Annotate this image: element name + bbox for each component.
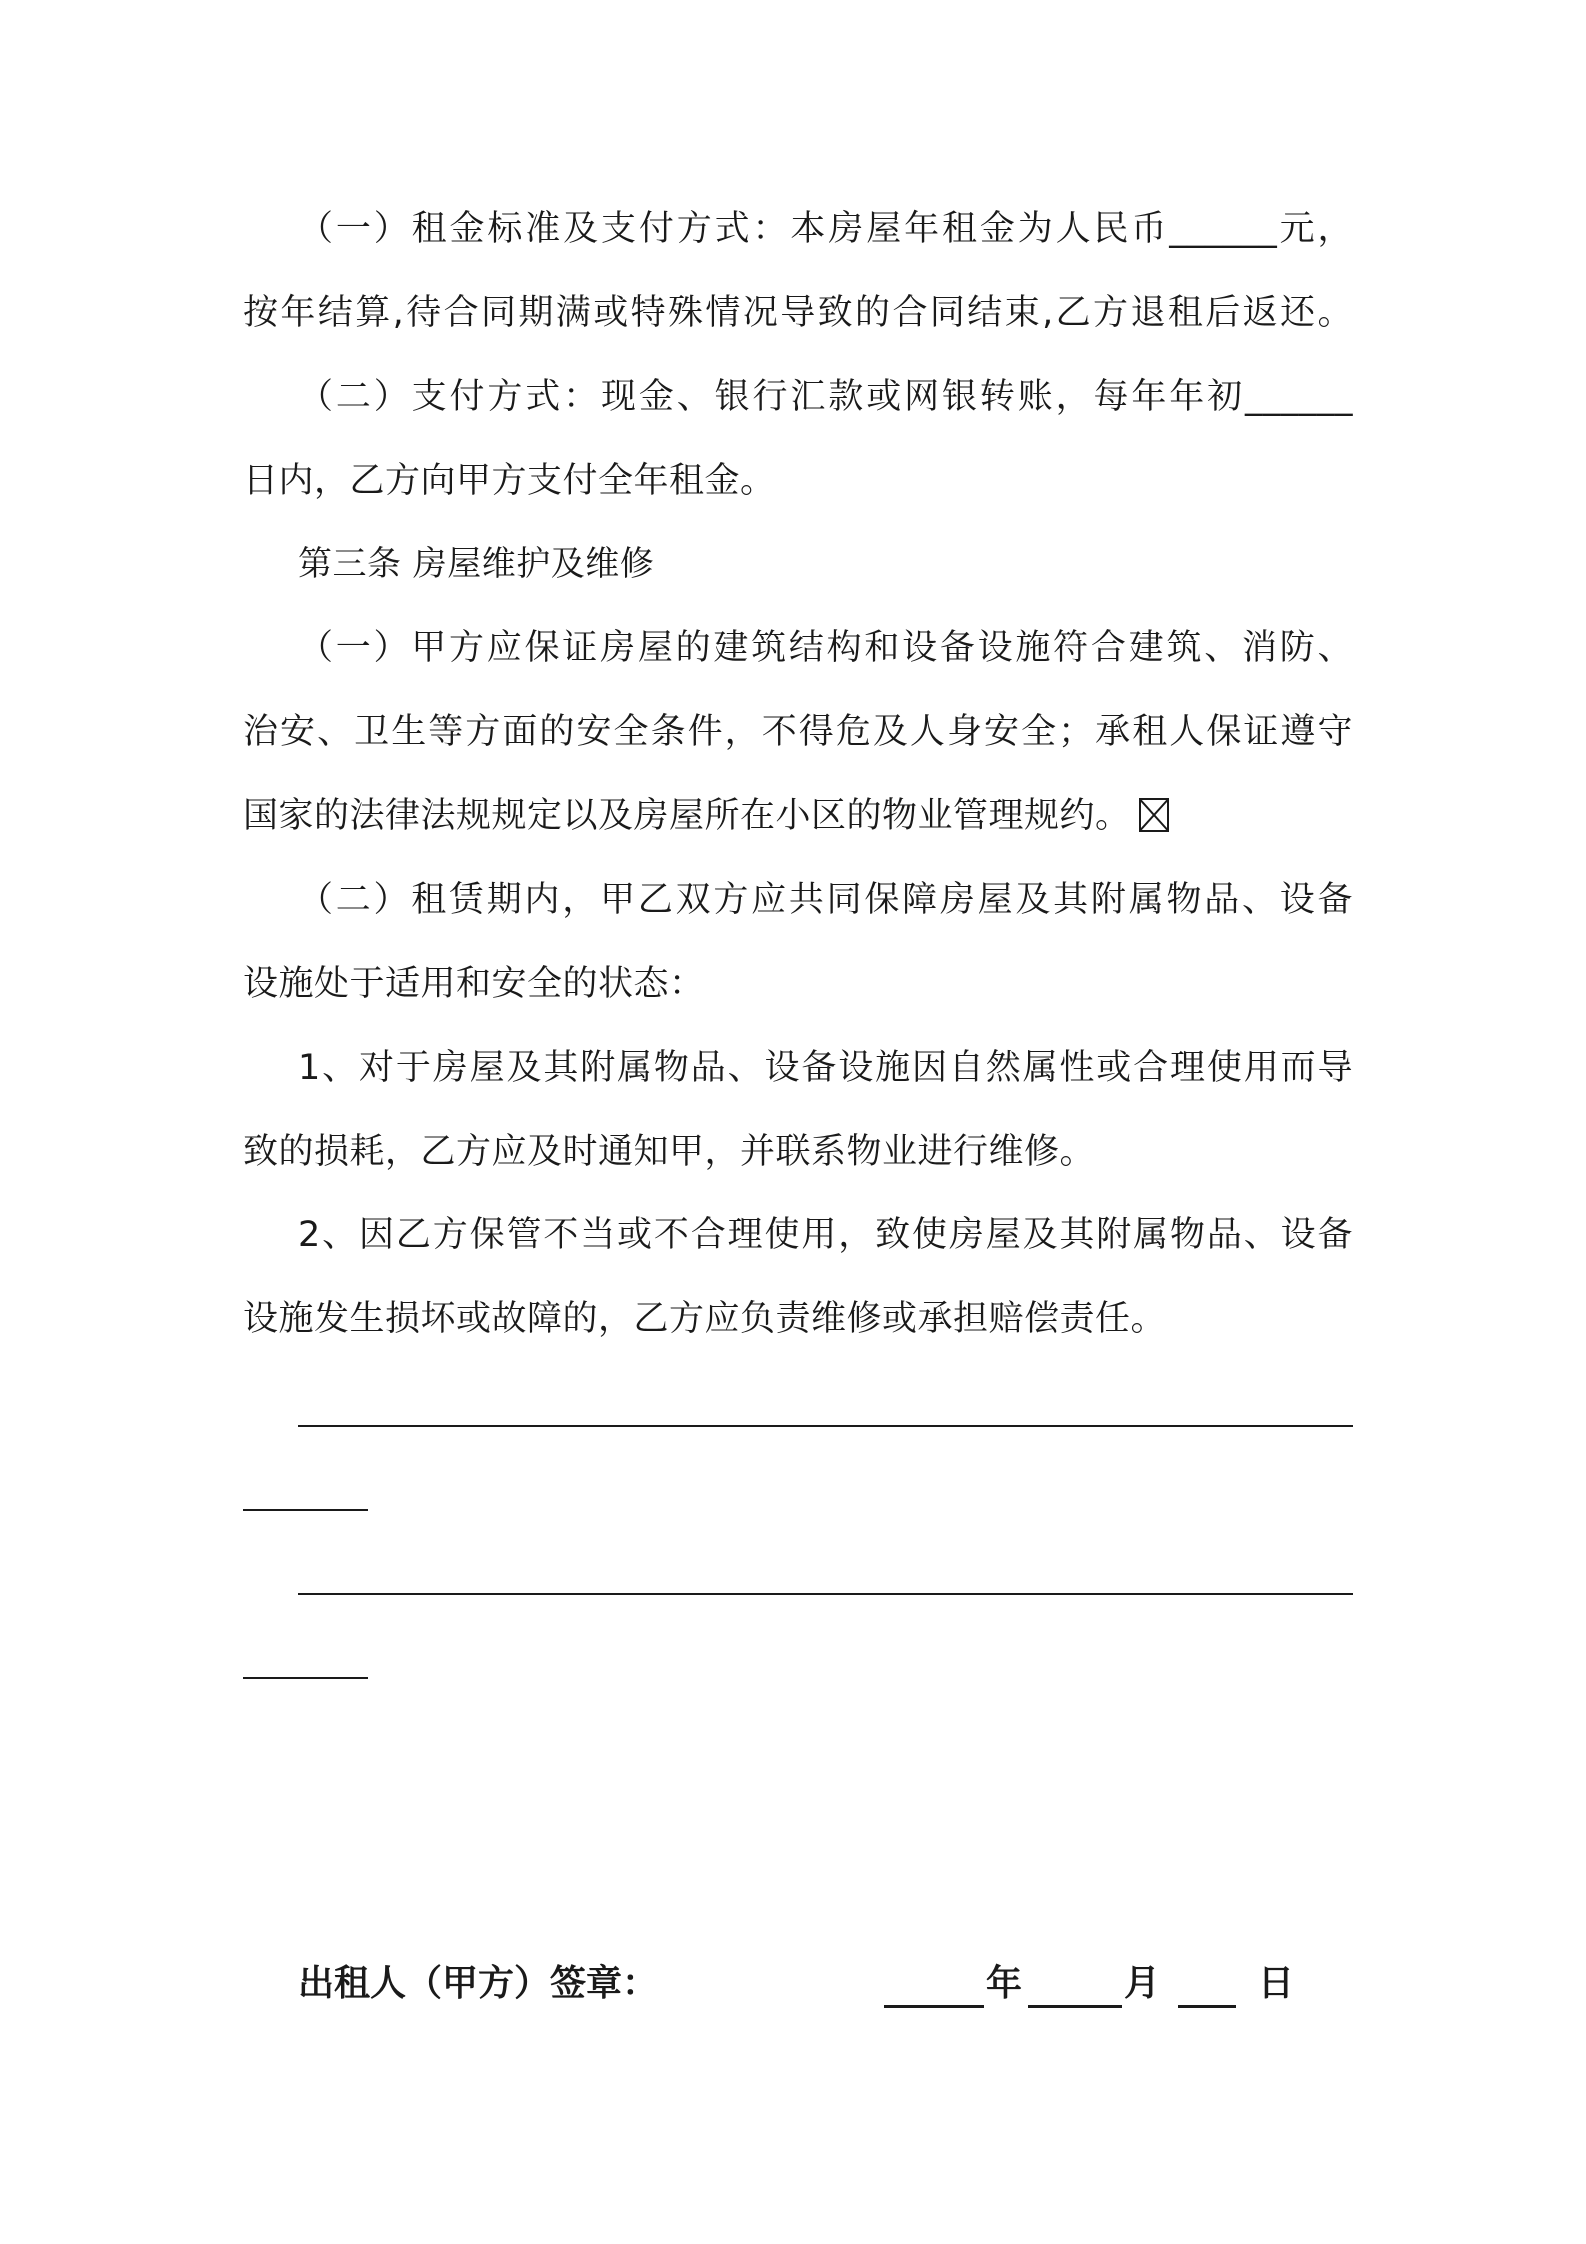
item-2-line-1: 2、因乙方保管不当或不合理使用，致使房屋及其附属物品、设备 (298, 1215, 1353, 1255)
blank-line-2 (298, 1593, 1353, 1595)
year-char: 年 (986, 1963, 1023, 2004)
item-1-line-1: 1、对于房屋及其附属物品、设备设施因自然属性或合理使用而导 (298, 1048, 1353, 1088)
lessor-signature-label: 出租人（甲方）签章： (298, 1963, 659, 2004)
blank-line-2-continuation (243, 1677, 368, 1679)
landlord-duty-line-3-wrap (243, 792, 1353, 840)
landlord-duty-line-3: 国家的法律法规规定以及房屋所在小区的物业管理规约。 (243, 796, 1131, 836)
rent-standard-line-2: 按年结算,待合同期满或特殊情况导致的合同结束,乙方退租后返还。 (243, 293, 1353, 333)
joint-duty-line-1: （二）租赁期内，甲乙双方应共同保障房屋及其附属物品、设备 (298, 880, 1353, 920)
rent-standard-line-1: （一）租金标准及支付方式：本房屋年租金为人民币______元， (298, 209, 1353, 249)
item-2-line-2: 设施发生损坏或故障的，乙方应负责维修或承担赔偿责任。 (243, 1299, 1167, 1339)
crossed-box-icon (1139, 798, 1169, 832)
payment-method-line-1: （二）支付方式：现金、银行汇款或网银转账，每年年初______ (298, 377, 1353, 417)
article-3-heading: 第三条 房屋维护及维修 (298, 544, 655, 584)
joint-duty-line-2: 设施处于适用和安全的状态： (243, 964, 705, 1004)
month-blank (1028, 2005, 1122, 2008)
item-1-line-2: 致的损耗，乙方应及时通知甲，并联系物业进行维修。 (243, 1132, 1096, 1172)
month-char: 月 (1124, 1963, 1161, 2004)
blank-line-1 (298, 1425, 1353, 1427)
blank-line-1-continuation (243, 1509, 368, 1511)
day-blank (1178, 2005, 1236, 2008)
year-blank (884, 2005, 984, 2008)
payment-method-line-2: 日内，乙方向甲方支付全年租金。 (243, 461, 776, 501)
day-char: 日 (1258, 1963, 1295, 2004)
landlord-duty-line-2: 治安、卫生等方面的安全条件，不得危及人身安全；承租人保证遵守 (243, 712, 1353, 752)
landlord-duty-line-1: （一）甲方应保证房屋的建筑结构和设备设施符合建筑、消防、 (298, 628, 1353, 668)
